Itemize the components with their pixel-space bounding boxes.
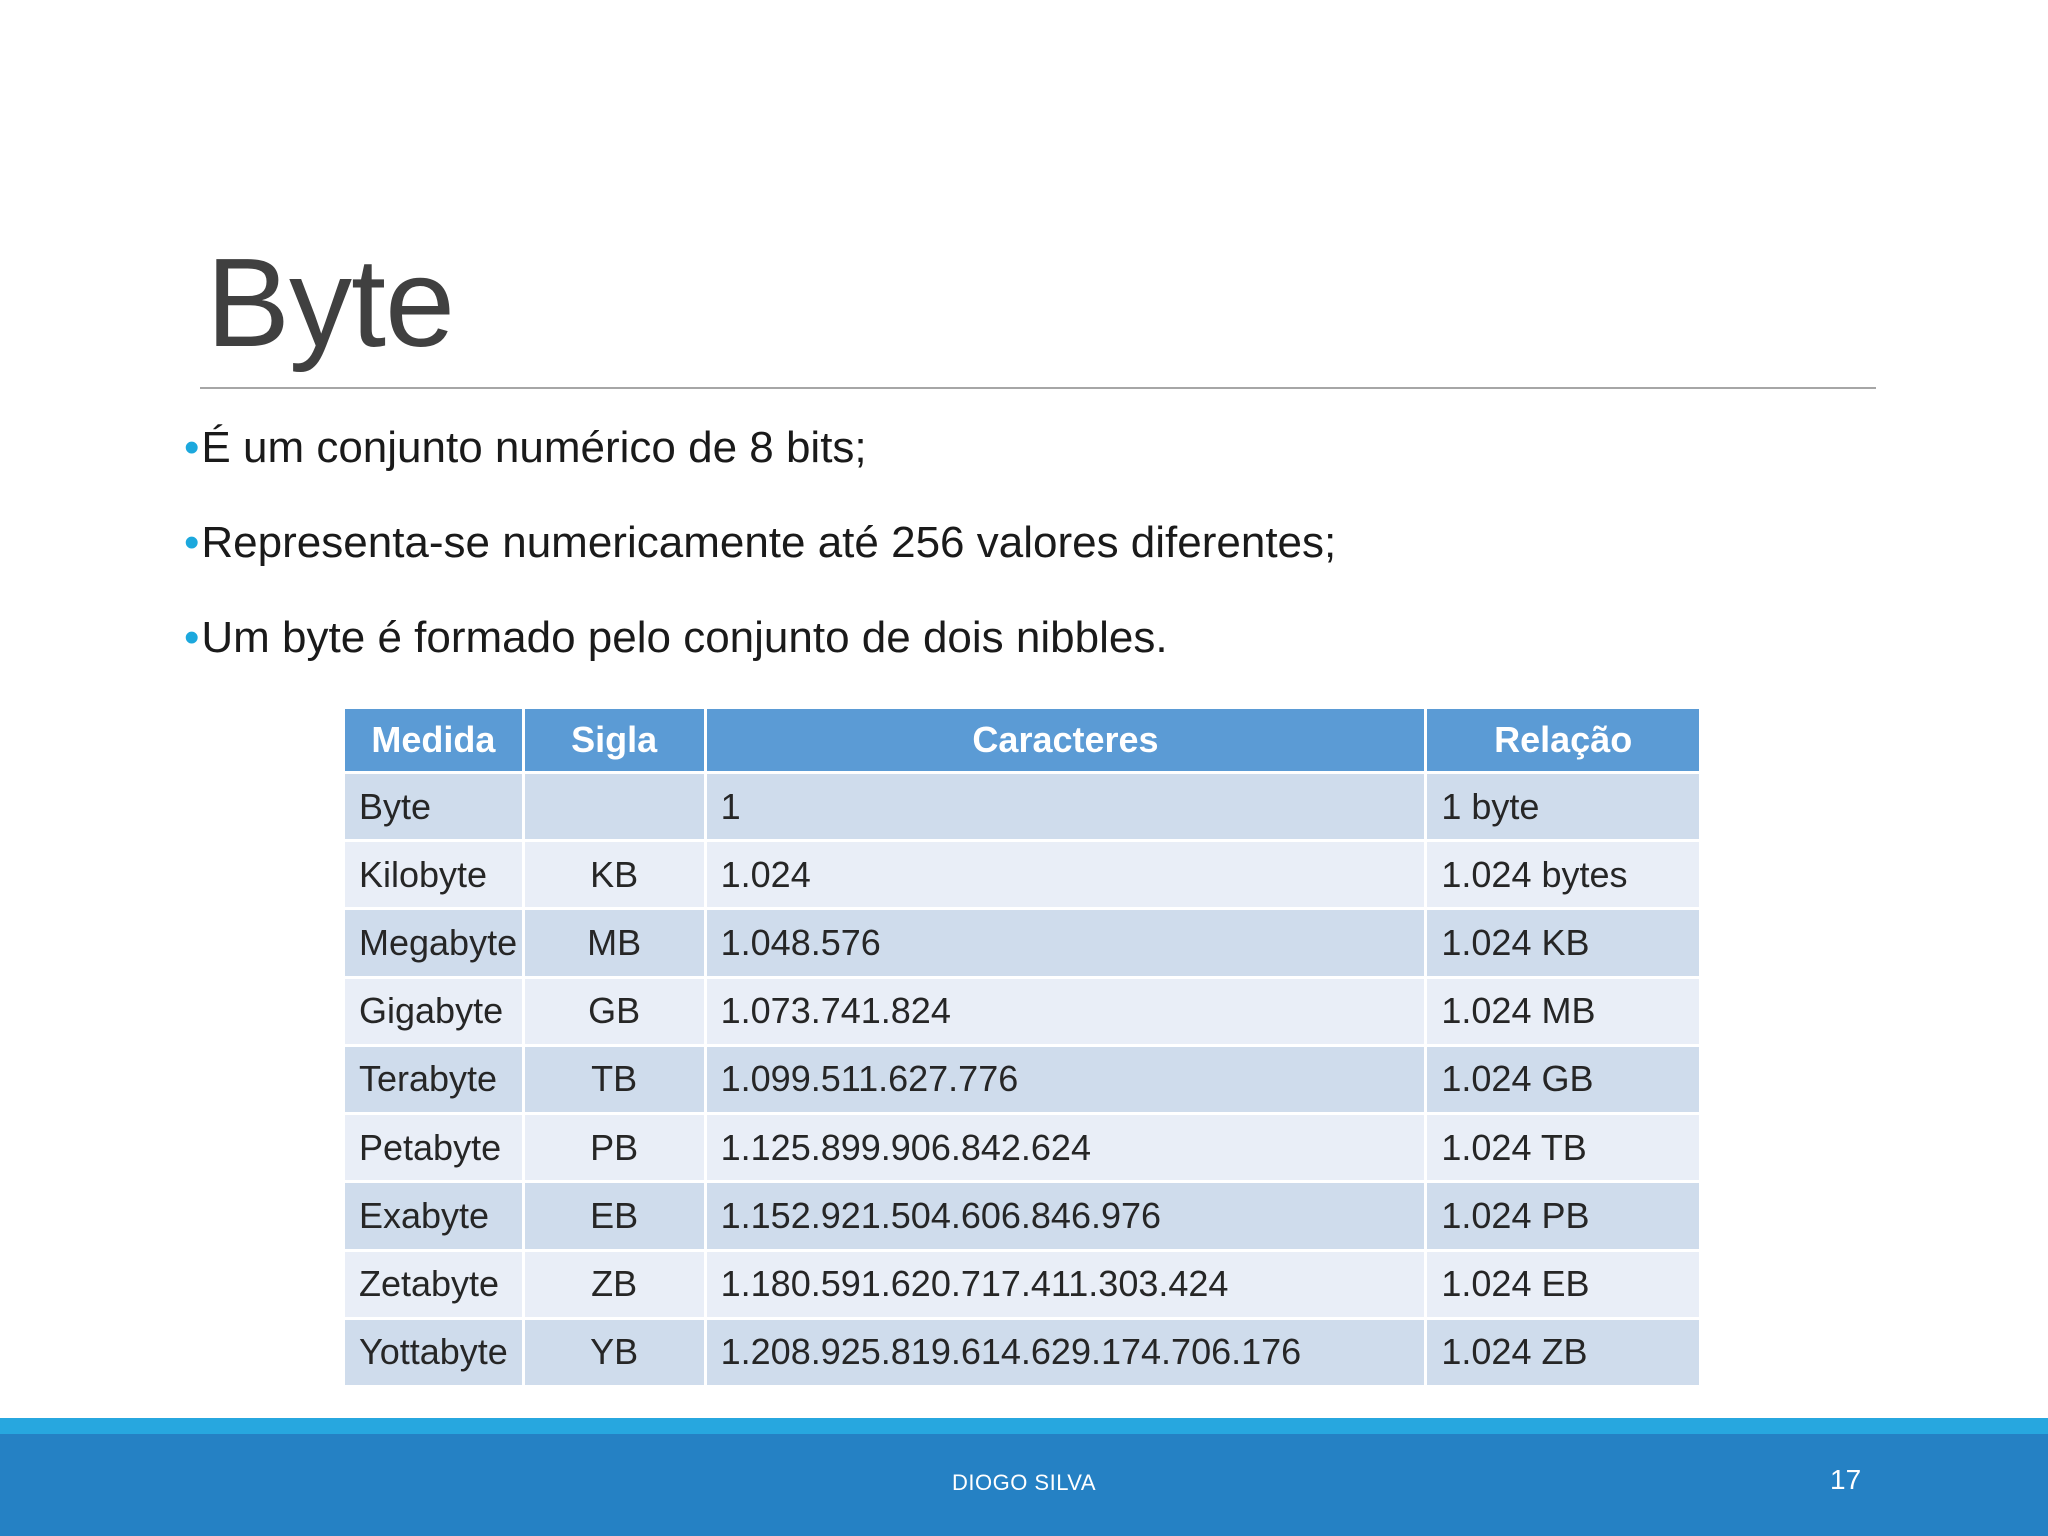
cell-caracteres: 1.125.899.906.842.624	[707, 1115, 1425, 1180]
bullet-item	[184, 608, 1336, 668]
cell-sigla: GB	[525, 979, 704, 1044]
cell-caracteres: 1.208.925.819.614.629.174.706.176	[707, 1320, 1425, 1385]
table-row	[345, 1252, 1699, 1317]
bullet-icon: •	[184, 423, 200, 472]
cell-caracteres: 1.048.576	[707, 910, 1425, 975]
footer-stripe	[0, 1418, 2048, 1434]
cell-relacao: 1.024 TB	[1427, 1115, 1699, 1180]
cell-relacao: 1.024 PB	[1427, 1183, 1699, 1248]
table-row	[345, 1183, 1699, 1248]
cell-relacao: 1.024 KB	[1427, 910, 1699, 975]
cell-sigla: PB	[525, 1115, 704, 1180]
cell-medida: Kilobyte	[345, 842, 522, 907]
cell-relacao: 1 byte	[1427, 774, 1699, 839]
cell-caracteres: 1	[707, 774, 1425, 839]
cell-relacao: 1.024 GB	[1427, 1047, 1699, 1112]
table-row	[345, 1115, 1699, 1180]
cell-medida: Byte	[345, 774, 522, 839]
bullet-text: Representa-se numericamente até 256 valores diferentes;	[201, 518, 1337, 567]
bullet-item	[184, 418, 1336, 478]
table-row	[345, 774, 1699, 839]
cell-caracteres: 1.099.511.627.776	[707, 1047, 1425, 1112]
table-row	[345, 1047, 1699, 1112]
cell-relacao: 1.024 EB	[1427, 1252, 1699, 1317]
slide-title: Byte	[206, 232, 455, 373]
header-caracteres: Caracteres	[707, 709, 1425, 771]
cell-sigla: YB	[525, 1320, 704, 1385]
bullet-text: É um conjunto numérico de 8 bits;	[201, 423, 867, 472]
cell-medida: Gigabyte	[345, 979, 522, 1044]
cell-sigla	[525, 774, 704, 839]
footer-bar	[0, 1434, 2048, 1536]
cell-sigla: TB	[525, 1047, 704, 1112]
bullet-list	[184, 418, 1336, 703]
units-table-container	[342, 706, 1702, 1388]
title-divider	[200, 387, 1876, 389]
cell-relacao: 1.024 MB	[1427, 979, 1699, 1044]
cell-sigla: EB	[525, 1183, 704, 1248]
footer-author: DIOGO SILVA	[951, 1470, 1097, 1495]
cell-medida: Petabyte	[345, 1115, 522, 1180]
page-number: 17	[1830, 1464, 1862, 1495]
table-row	[345, 910, 1699, 975]
table-row	[345, 842, 1699, 907]
cell-sigla: MB	[525, 910, 704, 975]
bullet-text: Um byte é formado pelo conjunto de dois nibbles.	[201, 613, 1168, 662]
cell-medida: Zetabyte	[345, 1252, 522, 1317]
bullet-item	[184, 513, 1336, 573]
cell-caracteres: 1.024	[707, 842, 1425, 907]
bullet-icon: •	[184, 613, 200, 662]
header-sigla: Sigla	[525, 709, 704, 771]
header-relacao: Relação	[1427, 709, 1699, 771]
table-header-row	[345, 709, 1699, 771]
cell-relacao: 1.024 ZB	[1427, 1320, 1699, 1385]
cell-medida: Terabyte	[345, 1047, 522, 1112]
cell-caracteres: 1.180.591.620.717.411.303.424	[707, 1252, 1425, 1317]
cell-medida: Exabyte	[345, 1183, 522, 1248]
cell-caracteres: 1.152.921.504.606.846.976	[707, 1183, 1425, 1248]
table-row	[345, 979, 1699, 1044]
cell-sigla: ZB	[525, 1252, 704, 1317]
table-row	[345, 1320, 1699, 1385]
cell-relacao: 1.024 bytes	[1427, 842, 1699, 907]
units-table	[342, 706, 1702, 1388]
cell-sigla: KB	[525, 842, 704, 907]
header-medida: Medida	[345, 709, 522, 771]
cell-caracteres: 1.073.741.824	[707, 979, 1425, 1044]
bullet-icon: •	[184, 518, 200, 567]
cell-medida: Yottabyte	[345, 1320, 522, 1385]
cell-medida: Megabyte	[345, 910, 522, 975]
